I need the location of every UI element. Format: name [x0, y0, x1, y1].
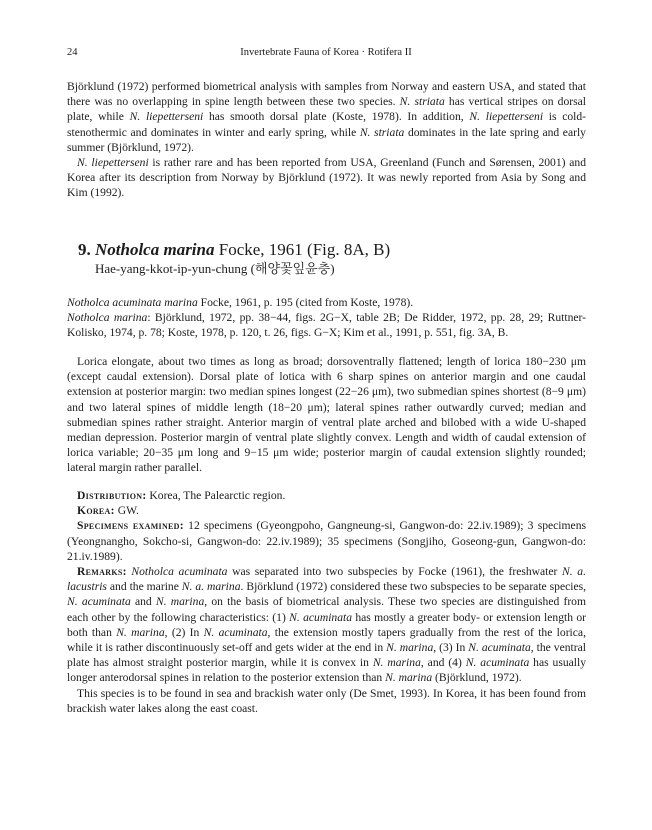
page-number: 24	[67, 47, 78, 58]
description-paragraph: Lorica elongate, about two times as long as broad; dorsoventrally flattened; length of lorica 180−230 μm (except caudal extension). Dorsal plate of lotica with 6 sharp spines on anterior margin and one caudal extension at posterior margin: two median spines longest (22−26 μm), two submedian spines shortest (8−9 μm) and two lateral spines of middle length (18−20 μm); lateral spines rather outwardly curved; median and submedian spines rather straight. Anterior margin of ventral plate arched and bilobed with a wide U-shaped median depression. Posterior margin of ventral plate slightly convex. Length and width of caudal extension of lorica variable; 20−35 μm long and 9−15 μm wide; posterior margin of caudal extension slightly rounded; lateral margin rather parallel.	[67, 355, 586, 475]
species-heading	[78, 240, 390, 278]
synonym-1: Notholca acuminata marina Focke, 1961, p. 195 (cited from Koste, 1978).	[67, 296, 414, 309]
synonym-2: Notholca marina: Björklund, 1972, pp. 38−44, figs. 2G−X, table 2B; De Ridder, 1972, pp. 28, 29; Ruttner-Kolisko, 1974, p. 78; Koste, 1978, p. 120, t. 26, figs. G−X; Kim et al., 1991, p. 551, fig. 3A, B.	[67, 311, 586, 340]
specimens-examined: Specimens examined: 12 specimens (Gyeongpoho, Gangneung-si, Gangwon-do: 22.iv.1989); 3 specimens (Yeongnangho, Sokcho-si, Gangwon-do: 22.iv.1989); 35 specimens (Songjiho, Goseong-gun, Gangwon-do: 21.iv.1989).	[67, 519, 586, 563]
closing-paragraph: This species is to be found in sea and brackish water only (De Smet, 1993). In Korea, it has been found from brackish water lakes along the east coast.	[67, 686, 586, 715]
intro-section	[67, 79, 586, 201]
intro-paragraph-1: Björklund (1972) performed biometrical analysis with samples from Norway and eastern USA, and stated that there was no overlapping in spine length between these two species. N. striata has vertical stripes on dorsal plate, while N. liepetterseni has smooth dorsal plate (Koste, 1978). In addition, N. liepetterseni is cold-stenothermic and dominates in winter and early spring, while N. striata dominates in the late spring and early summer (Björklund, 1972).	[67, 80, 587, 154]
species-name: Notholca marina	[95, 240, 215, 259]
records-section	[67, 488, 586, 716]
remarks: Remarks: Notholca acuminata was separated into two subspecies by Focke (1961), the freshwater N. a. lacustris and the marine N. a. marina. Björklund (1972) considered these two subspecies to be separate species, N. acuminata and N. marina, on the basis of biometrical analysis. These two species are distinguished from each other by the following characteristics: (1) N. acuminata has mostly a greater body- or extension length or both than N. marina, (2) In N. acuminata, the extension mostly tapers gradually from the rest of the lorica, while it is rather discontinuously set-off and gets wider at the end in N. marina, (3) In N. acuminata, the ventral plate has almost straight posterior margin, while it is convex in N. marina, and (4) N. acuminata has usually longer anterodorsal spines in relation to the posterior extension than N. marina (Björklund, 1972).	[67, 565, 587, 685]
running-title: Invertebrate Fauna of Korea · Rotifera II	[240, 47, 412, 58]
intro-paragraph-2: N. liepetterseni is rather rare and has been reported from USA, Greenland (Funch and Sørensen, 2001) and Korea after its description from Norway by Björklund (1972). It was newly reported from Asia by Song and Kim (1992).	[67, 156, 586, 200]
species-title: 9. Notholca marina Focke, 1961 (Fig. 8A, B)	[78, 240, 391, 259]
distribution: Distribution: Korea, The Palearctic region.	[77, 489, 286, 502]
korea-record: Korea: GW.	[77, 504, 139, 518]
synonymy	[67, 295, 586, 341]
running-header	[67, 45, 585, 60]
description-section	[67, 354, 586, 476]
korean-name: Hae-yang-kkot-ip-yun-chung (해양꽃잎윤충)	[95, 261, 335, 276]
